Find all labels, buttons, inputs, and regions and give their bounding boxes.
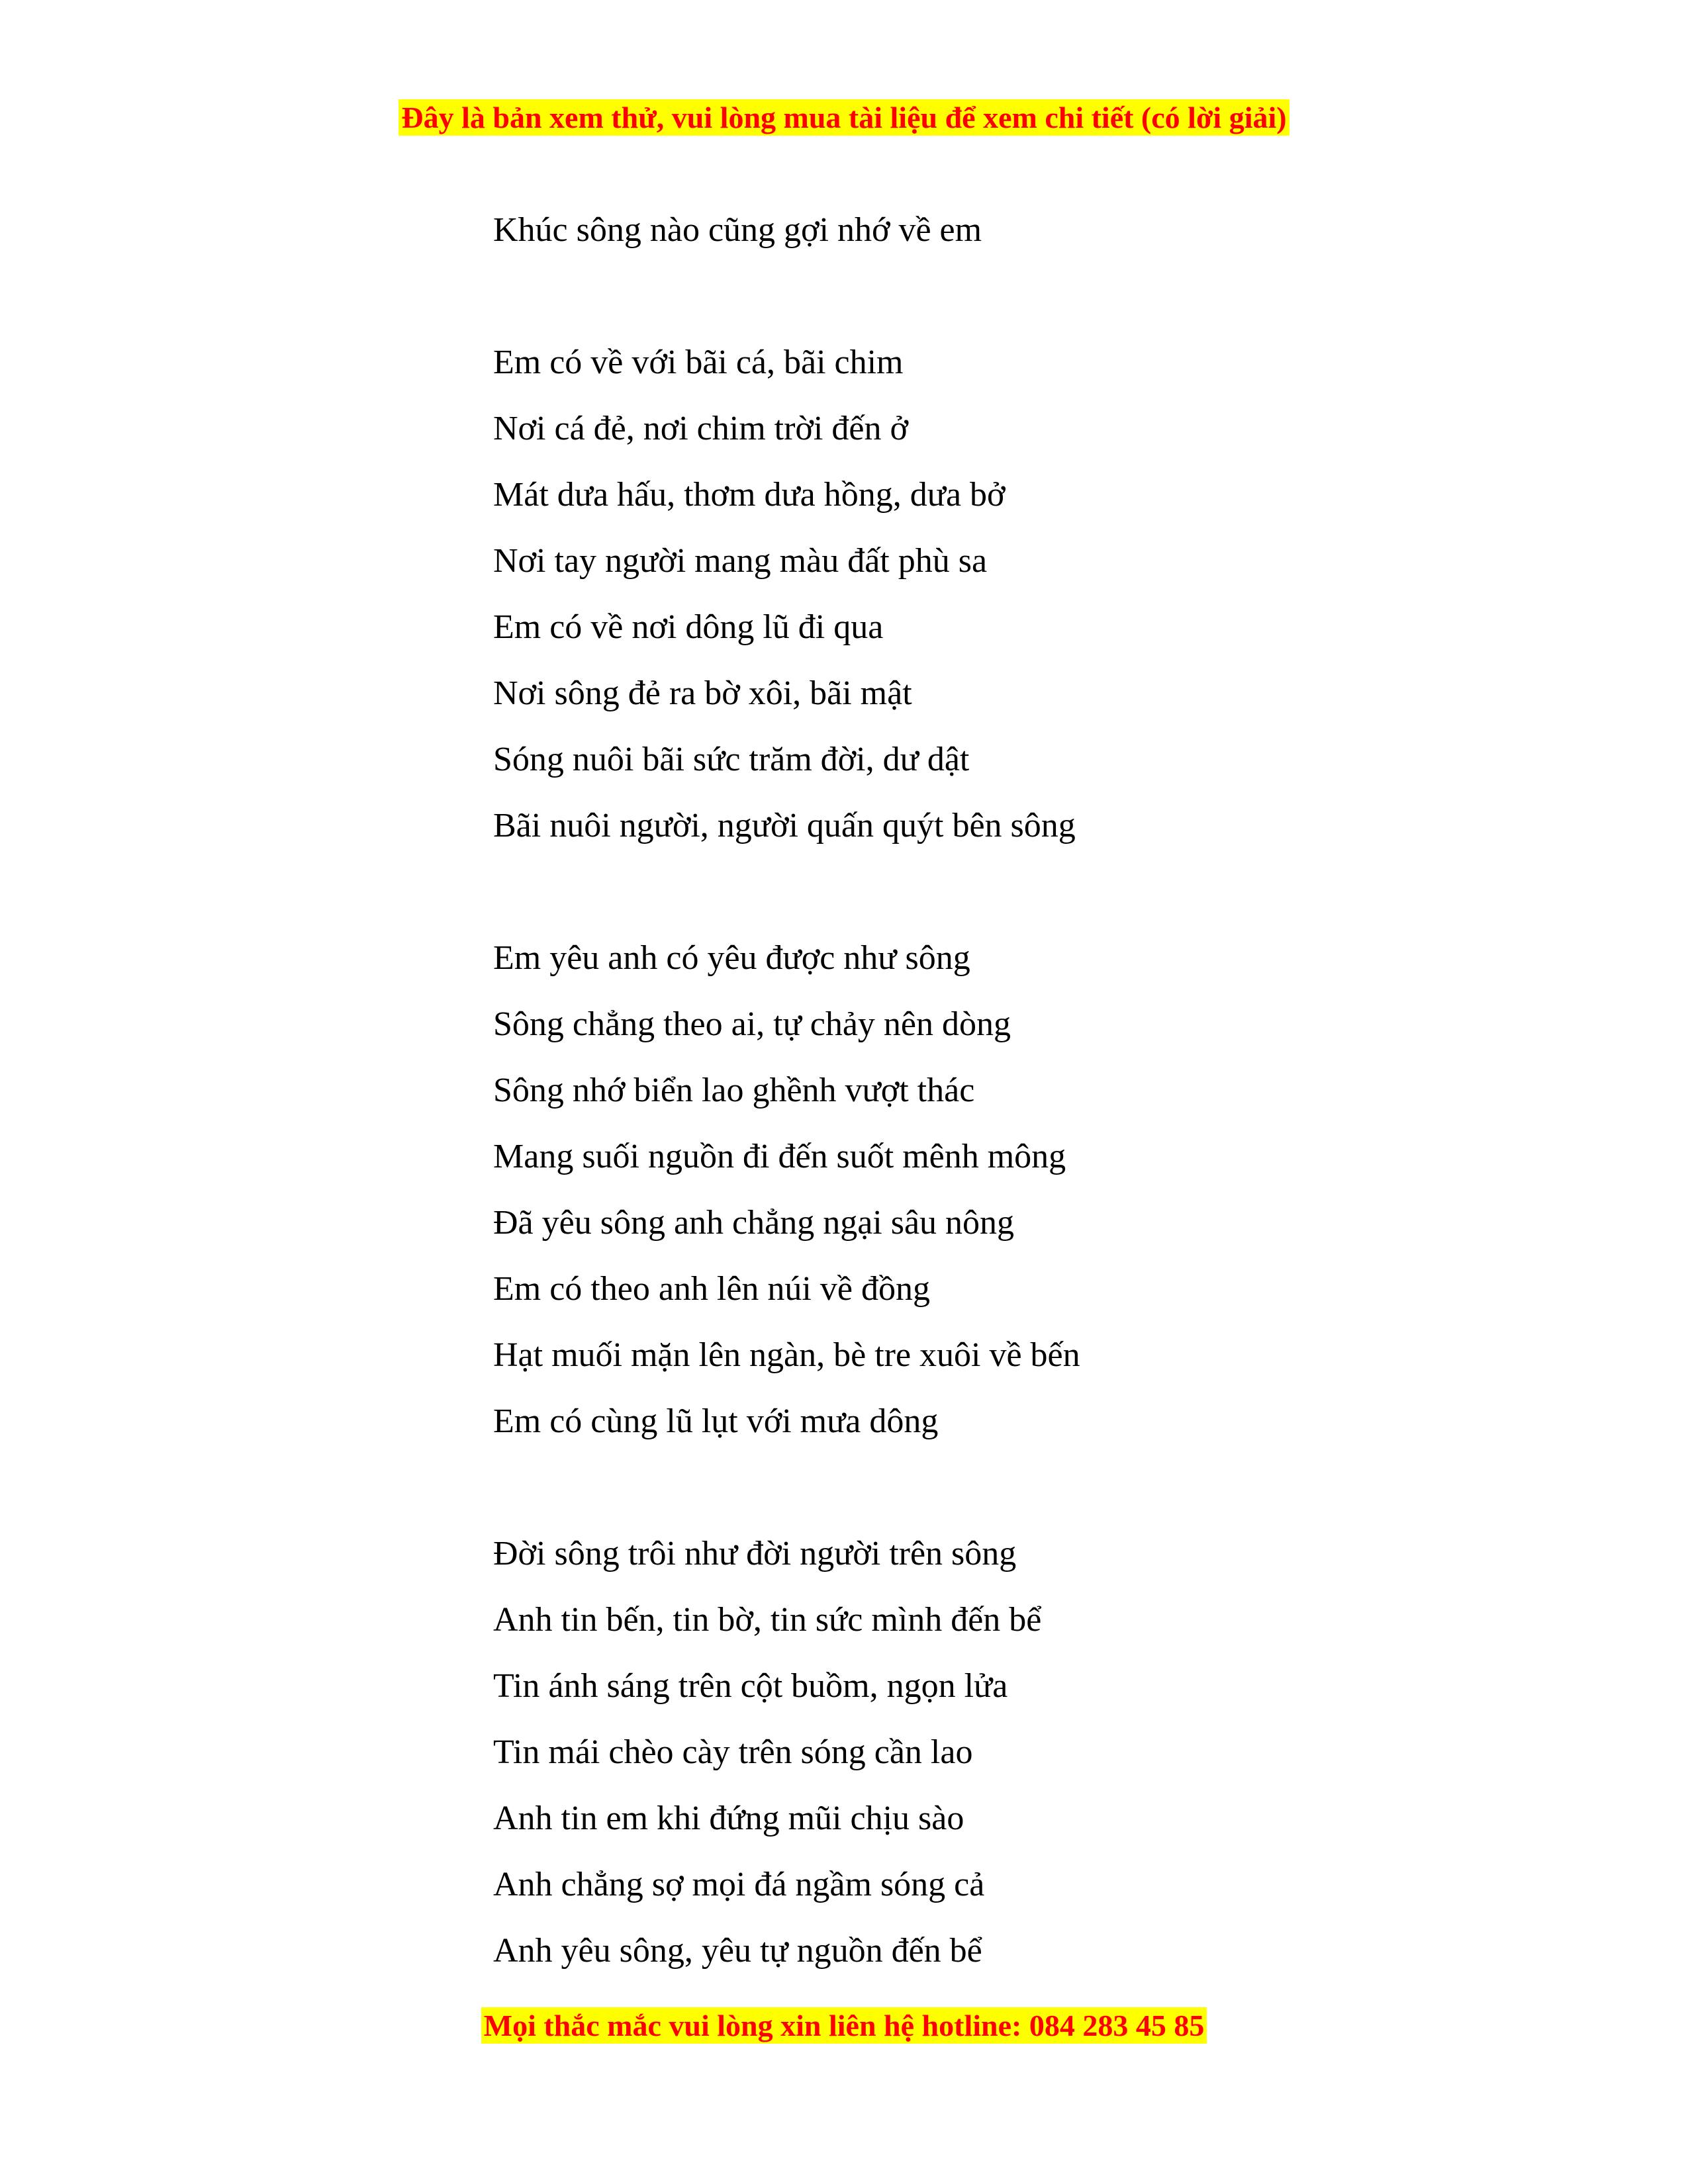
poem-line: Anh tin bến, tin bờ, tin sức mình đến bể [493,1601,1042,1639]
hotline-notice-footer [0,2007,1688,2044]
poem-intro-line: Khúc sông nào cũng gợi nhớ về em [493,211,982,249]
poem-line: Em yêu anh có yêu được như sông [493,939,970,977]
stanza-3 [493,1521,1420,1984]
stanza-2 [493,925,1420,1455]
stanza-gap [493,859,1420,925]
poem-line: Sông chẳng theo ai, tự chảy nên dòng [493,1005,1011,1043]
poem-line: Đời sông trôi như đời người trên sông [493,1535,1017,1572]
poem-line: Nơi cá đẻ, nơi chim trời đến ở [493,410,908,447]
poem-line: Tin ánh sáng trên cột buồm, ngọn lửa [493,1667,1008,1705]
poem-line: Em có về với bãi cá, bãi chim [493,343,904,381]
poem-line: Anh tin em khi đứng mũi chịu sào [493,1799,964,1837]
poem-line: Hạt muối mặn lên ngàn, bè tre xuôi về bến [493,1336,1080,1374]
poem-line: Sóng nuôi bãi sức trăm đời, dư dật [493,741,970,778]
poem-line: Mang suối nguồn đi đến suốt mênh mông [493,1138,1066,1175]
poem-line: Em có cùng lũ lụt với mưa dông [493,1402,939,1440]
poem-line: Nơi tay người mang màu đất phù sa [493,542,988,580]
poem-line: Anh yêu sông, yêu tự nguồn đến bể [493,1932,982,1970]
poem-line: Anh chẳng sợ mọi đá ngầm sóng cả [493,1866,985,1903]
hotline-notice-text: Mọi thắc mắc vui lòng xin liên hệ hotline: 084 283 45 85 [481,2007,1207,2044]
stanza-gap [493,1455,1420,1521]
poem-line: Tin mái chèo cày trên sóng cần lao [493,1733,973,1771]
preview-notice-header [0,99,1688,136]
poem-line: Bãi nuôi người, người quấn quýt bên sông [493,807,1076,844]
poem-line: Nơi sông đẻ ra bờ xôi, bãi mật [493,674,912,712]
stanza-1 [493,330,1420,859]
poem-line: Em có theo anh lên núi về đồng [493,1270,930,1308]
poem-body [493,197,1420,1984]
preview-notice-text: Đây là bản xem thử, vui lòng mua tài liệu để xem chi tiết (có lời giải) [399,99,1289,136]
poem-line: Mát dưa hấu, thơm dưa hồng, dưa bở [493,476,1006,514]
poem-line: Em có về nơi dông lũ đi qua [493,608,884,646]
poem-line: Đã yêu sông anh chẳng ngại sâu nông [493,1204,1015,1242]
poem-line: Sông nhớ biển lao ghềnh vượt thác [493,1071,975,1109]
stanza-gap [493,263,1420,330]
